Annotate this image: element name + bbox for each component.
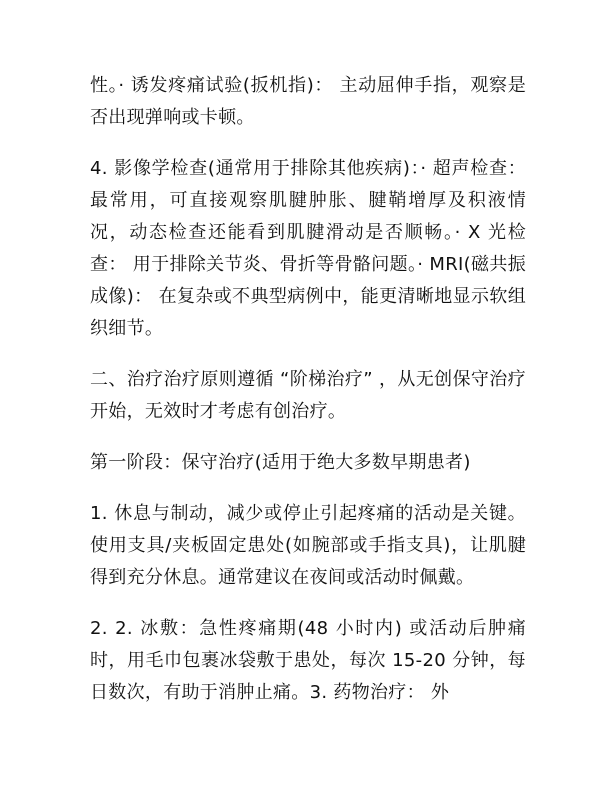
document-page — [90, 70, 526, 709]
paragraph-stage-one-heading: 第一阶段：保守治疗(适用于绝大多数早期患者) — [90, 452, 471, 473]
paragraph-treatment-principle: 二、治疗治疗原则遵循 “阶梯治疗” ，从无创保守治疗开始，无效时才考虑有创治疗。 — [90, 369, 526, 422]
paragraph-trigger-test: 性。· 诱发疼痛试验(扳机指)： 主动屈伸手指，观察是否出现弹响或卡顿。 — [90, 75, 526, 128]
paragraph-imaging-exam: 4. 影像学检查(通常用于排除其他疾病)：· 超声检查： 最常用，可直接观察肌腱肿胀、腱鞘增厚及积液情况，动态检查还能看到肌腱滑动是否顺畅。· X 光检查： 用于排除关节炎、骨折等骨骼问题。· MRI(磁共振成像)： 在复杂或不典型病例中，能更清晰地显示软组织细节。 — [90, 158, 526, 339]
paragraph-rest-immobilization: 1. 休息与制动，减少或停止引起疼痛的活动是关键。使用支具/夹板固定患处(如腕部或手指支具)，让肌腱得到充分休息。通常建议在夜间或活动时佩戴。 — [90, 503, 526, 588]
paragraph-ice-medication: 2. 2. 冰敷：急性疼痛期(48 小时内) 或活动后肿痛时，用毛巾包裹冰袋敷于患处，每次 15-20 分钟，每日数次，有助于消肿止痛。3. 药物治疗： 外 — [90, 618, 526, 703]
